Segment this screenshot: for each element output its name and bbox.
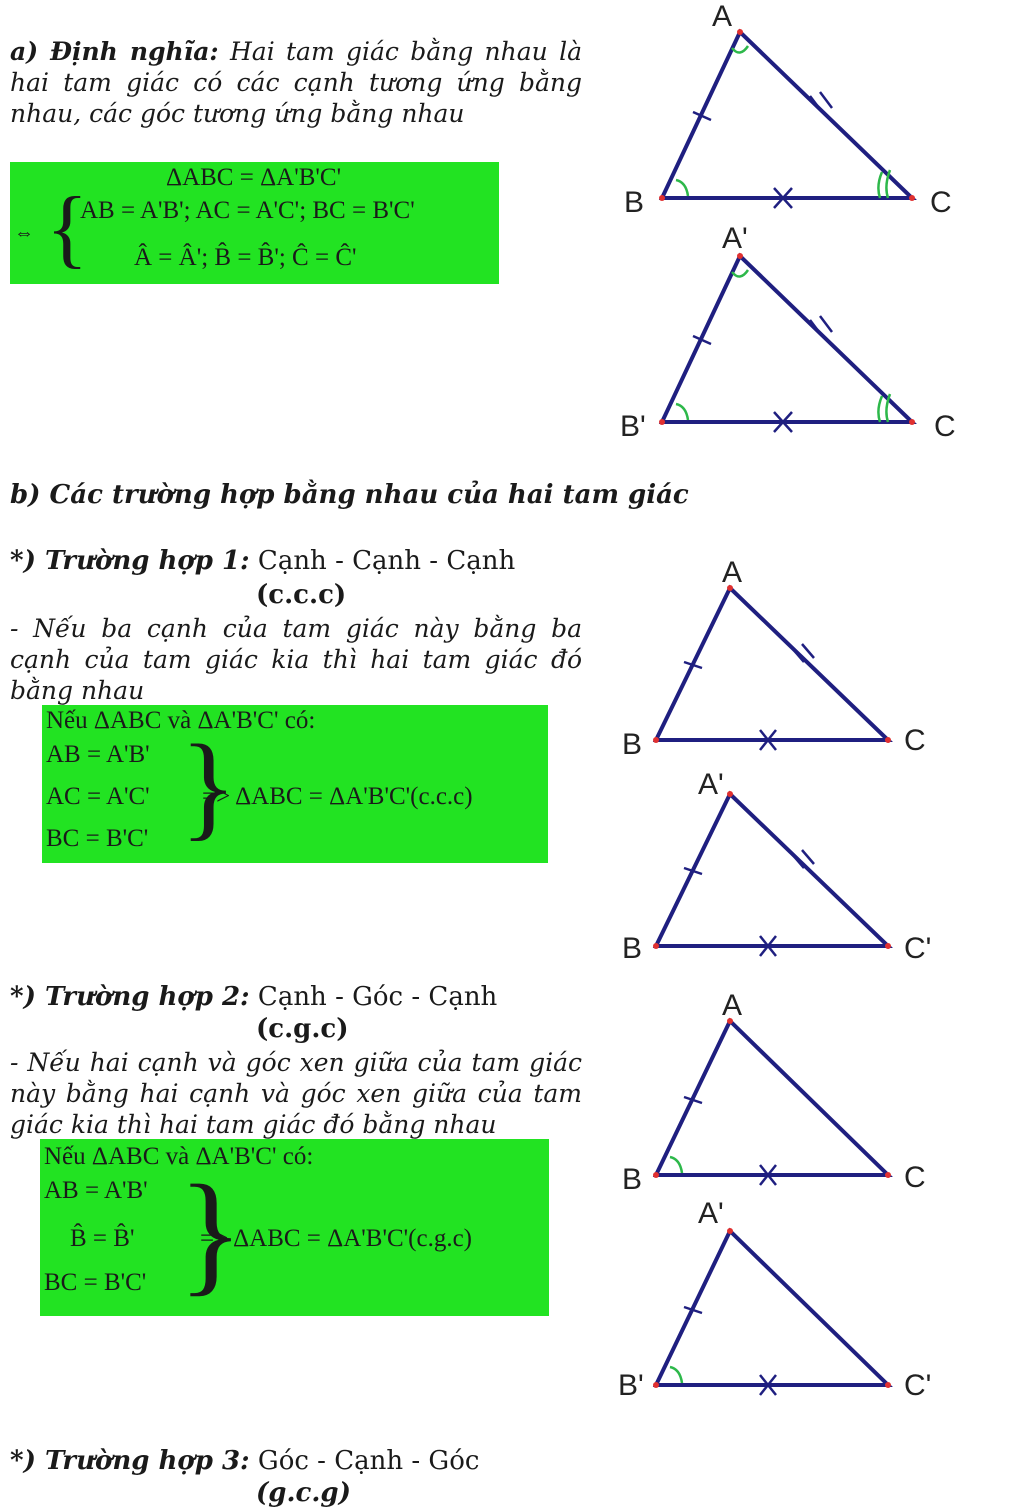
case1-t2-a: A' <box>698 768 724 801</box>
case1-title: *) Trường hợp 1: <box>10 546 250 576</box>
vertex-a-label: A <box>712 0 733 33</box>
definition-box <box>10 162 499 284</box>
definition-congruence: ΔABC = ΔA'B'C' <box>166 164 342 191</box>
triangle-a1b1c1-case1 <box>600 760 980 980</box>
case2-eq2: B̂ = B̂' <box>70 1225 135 1252</box>
left-brace: { <box>46 180 89 277</box>
vertex-c-prime-label: C <box>934 410 956 443</box>
triangle-a1b1c1-case2 <box>600 1195 980 1415</box>
case2-eq1: AB = A'B' <box>44 1177 148 1204</box>
case1-name: Cạnh - Cạnh - Cạnh <box>257 546 516 576</box>
case2-t2-c: C' <box>904 1369 932 1402</box>
case2-title: *) Trường hợp 2: <box>10 982 250 1012</box>
case2-box <box>40 1139 549 1316</box>
case1-eq1: AB = A'B' <box>46 741 150 768</box>
case3-abbr: (g.c.g) <box>256 1478 351 1508</box>
case1-box <box>42 705 548 863</box>
case2-t1-b: B <box>622 1163 643 1196</box>
triangle-abc-case1 <box>600 550 980 770</box>
definition-angles: Â = Â'; B̂ = B̂'; Ĉ = Ĉ' <box>134 244 357 271</box>
case2-t2-a: A' <box>698 1197 724 1230</box>
triangle-abc-case2 <box>600 985 980 1205</box>
case3-title: *) Trường hợp 3: <box>10 1446 250 1476</box>
definition-text: Hai tam giác bằng nhau là hai tam giác có các cạnh tương ứng bằng nhau, các góc tương ứng bằng nhau <box>10 37 582 128</box>
case2-t1-c: C <box>904 1161 926 1194</box>
case2-abbr: (c.g.c) <box>256 1014 349 1044</box>
case2-right-brace: } <box>178 1158 244 1308</box>
case1-t1-c: C <box>904 724 926 757</box>
section-b-title: b) Các trường hợp bằng nhau của hai tam giác <box>10 480 689 510</box>
triangle-abc-definition <box>600 0 980 230</box>
case1-intro: Nếu ΔABC và ΔA'B'C' có: <box>46 707 316 734</box>
equivalence-symbol: ⇔ <box>14 222 34 244</box>
case2-eq3: BC = B'C' <box>44 1269 147 1296</box>
case1-abbr: (c.c.c) <box>256 580 347 610</box>
triangle-a1b1c1-definition <box>600 220 980 450</box>
case2-t2-b: B' <box>618 1369 644 1402</box>
definition-sides: AB = A'B'; AC = A'C'; BC = B'C' <box>80 197 415 224</box>
case2-name: Cạnh - Góc - Cạnh <box>257 982 498 1012</box>
case1-heading <box>10 546 515 576</box>
case1-result: => ΔABC = ΔA'B'C'(c.c.c) <box>202 783 473 810</box>
vertex-b-prime-label: B' <box>620 410 646 443</box>
vertex-c-label: C <box>930 186 952 219</box>
case1-eq3: BC = B'C' <box>46 825 149 852</box>
case2-intro: Nếu ΔABC và ΔA'B'C' có: <box>44 1143 314 1170</box>
case2-result: => ΔABC = ΔA'B'C'(c.g.c) <box>200 1225 472 1252</box>
case1-right-brace: } <box>180 720 237 851</box>
case1-t2-b: B <box>622 932 643 965</box>
case2-text: - Nếu hai cạnh và góc xen giữa của tam giác này bằng hai cạnh và góc xen giữa của tam giác kia thì hai tam giác đó bằng nhau <box>10 1048 582 1139</box>
case1-t1-a: A <box>722 556 743 589</box>
definition-title: a) Định nghĩa: <box>10 37 219 66</box>
case2-t1-a: A <box>722 989 743 1022</box>
case3-heading <box>10 1446 479 1476</box>
case1-t1-b: B <box>622 728 643 761</box>
vertex-b-label: B <box>624 186 645 219</box>
case1-eq2: AC = A'C' <box>46 783 150 810</box>
case1-t2-c: C' <box>904 932 932 965</box>
case2-heading <box>10 982 497 1012</box>
definition-paragraph <box>10 36 582 129</box>
case1-text: - Nếu ba cạnh của tam giác này bằng ba cạnh của tam giác kia thì hai tam giác đó bằng nhau <box>10 614 582 705</box>
vertex-a-prime-label: A' <box>722 222 748 255</box>
case3-name: Góc - Cạnh - Góc <box>257 1446 480 1476</box>
